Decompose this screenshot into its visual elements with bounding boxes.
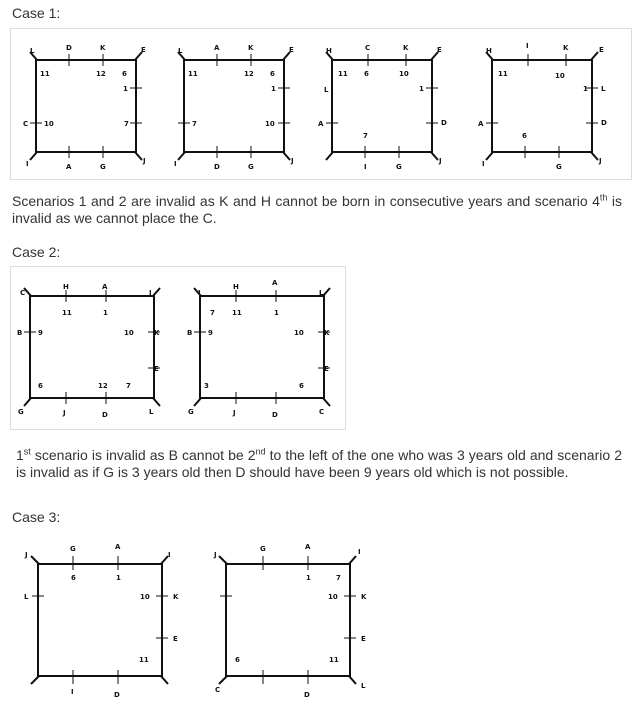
age-label: 10 <box>294 329 304 337</box>
age-label: 10 <box>140 593 150 601</box>
seat-label: K <box>324 329 330 337</box>
age-label: 6 <box>364 70 369 78</box>
seating-square <box>200 296 324 398</box>
seat-label: A <box>478 120 484 128</box>
age-label: 3 <box>204 382 209 390</box>
seat-label: G <box>188 408 194 416</box>
age-label: 6 <box>71 574 76 582</box>
seat-label: I <box>26 160 29 168</box>
age-label: 1 <box>306 574 311 582</box>
age-label: 10 <box>328 593 338 601</box>
seat-label: D <box>272 411 278 419</box>
age-label: 6 <box>235 656 240 664</box>
case-1-diagram-1 <box>20 38 160 174</box>
seat-label: E <box>154 365 159 373</box>
age-label: 6 <box>122 70 127 78</box>
age-label: 7 <box>210 309 215 317</box>
case-3-diagram-1 <box>20 536 190 704</box>
seat-label: D <box>66 44 72 52</box>
seat-label: I <box>168 551 171 559</box>
age-label: 7 <box>126 382 131 390</box>
seat-label: K <box>173 593 179 601</box>
age-label: 1 <box>583 85 588 93</box>
seat-label: G <box>260 545 266 553</box>
seat-label: A <box>102 283 108 291</box>
age-label: 10 <box>44 120 54 128</box>
case-2-diagram-2 <box>186 274 336 424</box>
seat-label: J <box>63 409 66 417</box>
seat-label: I <box>482 160 485 168</box>
seat-label: B <box>187 329 193 337</box>
seat-label: K <box>154 329 160 337</box>
seat-label: K <box>100 44 106 52</box>
age-label: 1 <box>103 309 108 317</box>
age-label: 11 <box>498 70 508 78</box>
seat-label: J <box>233 409 236 417</box>
age-label: 1 <box>419 85 424 93</box>
case-1-diagram-2 <box>168 38 308 174</box>
seat-label: A <box>214 44 220 52</box>
seat-label: D <box>214 163 220 171</box>
seat-label: I <box>149 289 152 297</box>
seat-label: G <box>70 545 76 553</box>
seat-label: G <box>248 163 254 171</box>
seat-label: L <box>601 85 606 93</box>
seat-label: E <box>599 46 604 54</box>
seat-label: A <box>272 279 278 287</box>
age-label: 10 <box>399 70 409 78</box>
age-label: 10 <box>265 120 275 128</box>
seat-label: G <box>556 163 562 171</box>
seat-label: L <box>324 86 329 94</box>
age-label: 1 <box>274 309 279 317</box>
seat-label: L <box>178 47 183 55</box>
age-label: 11 <box>338 70 348 78</box>
case-2-diagram-1 <box>16 274 166 424</box>
seating-square <box>184 60 284 152</box>
seat-label: I <box>526 42 529 50</box>
case-1-explanation: Scenarios 1 and 2 are invalid as K and H cannot be born in consecutive years and scenario 4th is invalid as we cannot place the C. <box>12 192 623 226</box>
seat-label: C <box>20 289 26 297</box>
age-label: 1 <box>116 574 121 582</box>
age-label: 11 <box>62 309 72 317</box>
age-label: 7 <box>363 132 368 140</box>
age-label: 11 <box>188 70 198 78</box>
age-label: 10 <box>555 72 565 80</box>
seat-label: L <box>361 682 366 690</box>
seat-label: G <box>18 408 24 416</box>
seat-label: H <box>326 47 332 55</box>
seat-label: A <box>66 163 72 171</box>
case-2-title: Case 2: <box>12 244 61 260</box>
seat-label: E <box>437 46 442 54</box>
seat-label: K <box>361 593 367 601</box>
seat-label: D <box>102 411 108 419</box>
seat-label: L <box>149 408 154 416</box>
seat-label: D <box>304 691 310 699</box>
age-label: 1 <box>123 85 128 93</box>
seat-label: G <box>396 163 402 171</box>
seat-label: D <box>441 119 447 127</box>
seating-square <box>36 60 136 152</box>
case-3-title: Case 3: <box>12 509 61 525</box>
age-label: 12 <box>96 70 106 78</box>
seat-label: B <box>17 329 23 337</box>
seat-label: D <box>114 691 120 699</box>
age-label: 1 <box>271 85 276 93</box>
seat-label: J <box>25 551 28 559</box>
age-label: 9 <box>208 329 213 337</box>
case-2-explanation: 1st scenario is invalid as B cannot be 2nd to the left of the one who was 3 years old and scenario 2 is invalid as if G is 3 years old then D should have been 9 years old which is not possible. <box>16 446 622 480</box>
seat-label: A <box>305 543 311 551</box>
age-label: 12 <box>98 382 108 390</box>
case-1-diagram-4 <box>476 38 626 174</box>
seat-label: E <box>361 635 366 643</box>
seat-label: J <box>439 157 442 165</box>
seat-label: E <box>324 365 329 373</box>
seat-label: H <box>63 283 69 291</box>
age-label: 6 <box>299 382 304 390</box>
seat-label: I <box>198 289 201 297</box>
case-1-diagram-3 <box>316 38 456 174</box>
case-1-title: Case 1: <box>12 5 61 21</box>
seat-label: K <box>403 44 409 52</box>
seat-label: J <box>143 157 146 165</box>
age-label: 6 <box>38 382 43 390</box>
seat-label: I <box>71 688 74 696</box>
age-label: 9 <box>38 329 43 337</box>
seat-label: H <box>233 283 239 291</box>
seat-label: A <box>115 543 121 551</box>
seat-label: C <box>23 120 29 128</box>
seat-label: E <box>289 46 294 54</box>
age-label: 12 <box>244 70 254 78</box>
seat-label: L <box>30 47 35 55</box>
seat-label: E <box>141 46 146 54</box>
seat-label: J <box>214 551 217 559</box>
age-label: 7 <box>336 574 341 582</box>
seat-label: J <box>291 157 294 165</box>
seat-label: C <box>365 44 371 52</box>
age-label: 11 <box>139 656 149 664</box>
seat-label: L <box>24 593 29 601</box>
seat-label: H <box>486 47 492 55</box>
case-3-diagram-2 <box>208 536 378 704</box>
seating-square <box>30 296 154 398</box>
age-label: 11 <box>232 309 242 317</box>
age-label: 6 <box>270 70 275 78</box>
age-label: 10 <box>124 329 134 337</box>
age-label: 6 <box>522 132 527 140</box>
seat-label: C <box>215 686 221 694</box>
seat-label: E <box>173 635 178 643</box>
seat-label: I <box>174 160 177 168</box>
seat-label: C <box>319 408 325 416</box>
age-label: 7 <box>192 120 197 128</box>
seat-label: J <box>599 157 602 165</box>
seat-label: K <box>248 44 254 52</box>
seat-label: I <box>364 163 367 171</box>
age-label: 11 <box>329 656 339 664</box>
seat-label: L <box>319 289 324 297</box>
seat-label: A <box>318 120 324 128</box>
age-label: 7 <box>124 120 129 128</box>
age-label: 11 <box>40 70 50 78</box>
seat-label: G <box>100 163 106 171</box>
seat-label: K <box>563 44 569 52</box>
seat-label: D <box>601 119 607 127</box>
seat-label: I <box>358 548 361 556</box>
